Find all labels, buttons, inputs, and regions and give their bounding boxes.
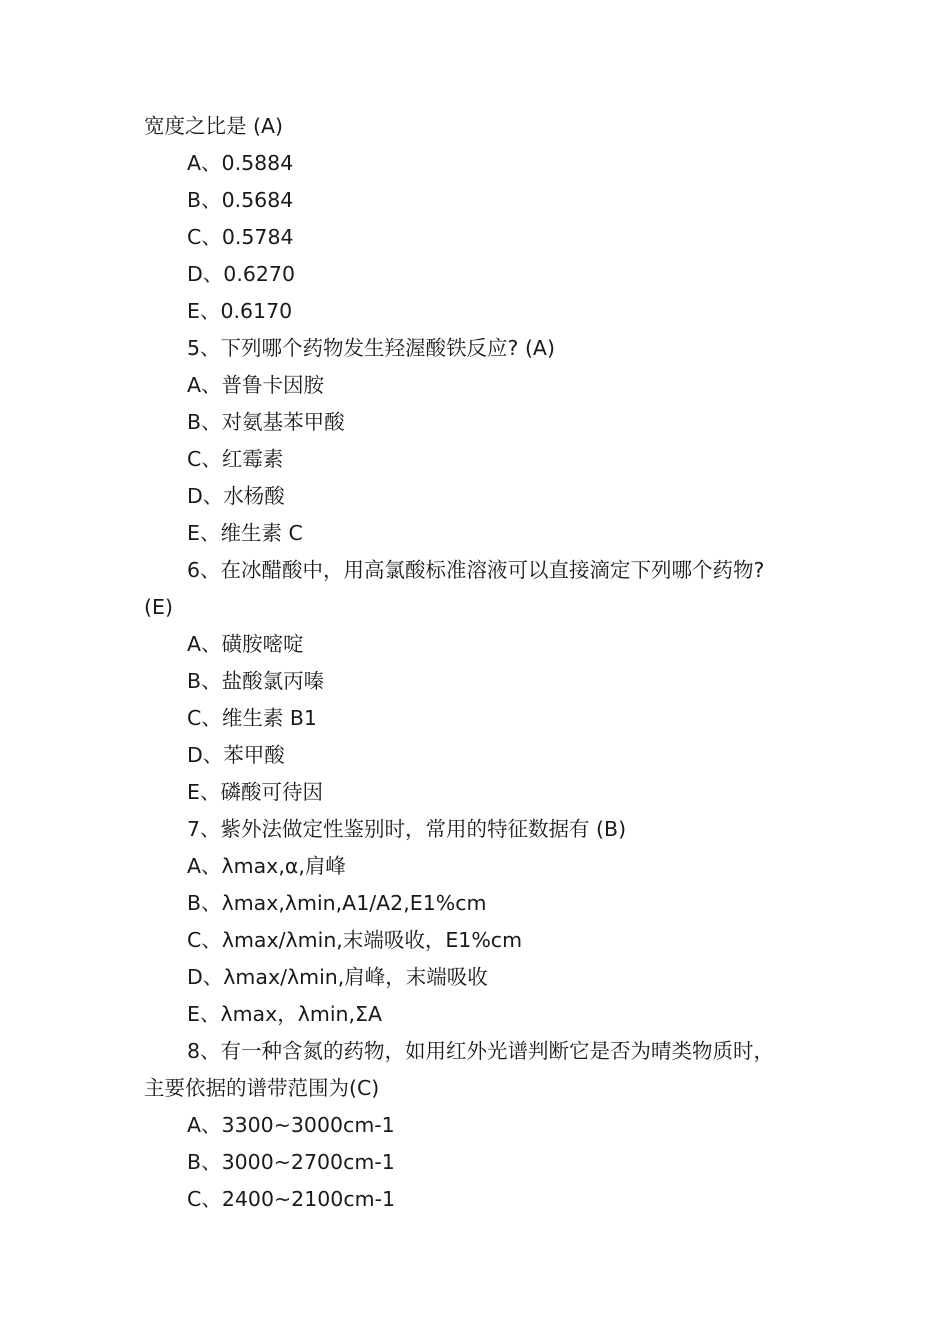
q7-option-c: C、λmax/λmin,末端吸收，E1%cm [187, 928, 523, 952]
question-6: 6、在冰醋酸中，用高氯酸标准溶液可以直接滴定下列哪个药物? [187, 558, 765, 582]
q7-option-b: B、λmax,λmin,A1/A2,E1%cm [187, 891, 487, 915]
question-5: 5、下列哪个药物发生羟渥酸铁反应? (A) [187, 336, 555, 360]
question-6-answer: (E) [144, 595, 173, 619]
q6-option-a: A、磺胺嘧啶 [187, 632, 304, 656]
q8-option-c: C、2400~2100cm-1 [187, 1187, 396, 1211]
q6-option-b: B、盐酸氯丙嗪 [187, 669, 325, 693]
question-8-continuation: 主要依据的谱带范围为(C) [144, 1076, 380, 1100]
q4-option-c: C、0.5784 [187, 225, 294, 249]
q5-option-c: C、红霉素 [187, 447, 284, 471]
q8-option-a: A、3300~3000cm-1 [187, 1113, 395, 1137]
q7-option-a: A、λmax,α,肩峰 [187, 854, 346, 878]
q5-option-b: B、对氨基苯甲酸 [187, 410, 345, 434]
q4-option-b: B、0.5684 [187, 188, 294, 212]
q4-option-e: E、0.6170 [187, 299, 293, 323]
q7-option-e: E、λmax，λmin,ΣA [187, 1002, 383, 1026]
q6-option-c: C、维生素 B1 [187, 706, 317, 730]
q4-option-d: D、0.6270 [187, 262, 296, 286]
q4-option-a: A、0.5884 [187, 151, 294, 175]
q5-option-e: E、维生素 C [187, 521, 303, 545]
question-4-continuation: 宽度之比是 (A) [144, 114, 284, 138]
q6-option-d: D、苯甲酸 [187, 743, 285, 767]
q8-option-b: B、3000~2700cm-1 [187, 1150, 395, 1174]
q5-option-d: D、水杨酸 [187, 484, 285, 508]
question-7: 7、紫外法做定性鉴别时，常用的特征数据有 (B) [187, 817, 627, 841]
question-8: 8、有一种含氮的药物，如用红外光谱判断它是否为晴类物质时， [187, 1039, 775, 1063]
document-body [144, 108, 814, 1218]
q6-option-e: E、磷酸可待因 [187, 780, 323, 804]
q7-option-d: D、λmax/λmin,肩峰，末端吸收 [187, 965, 488, 989]
q5-option-a: A、普鲁卡因胺 [187, 373, 325, 397]
